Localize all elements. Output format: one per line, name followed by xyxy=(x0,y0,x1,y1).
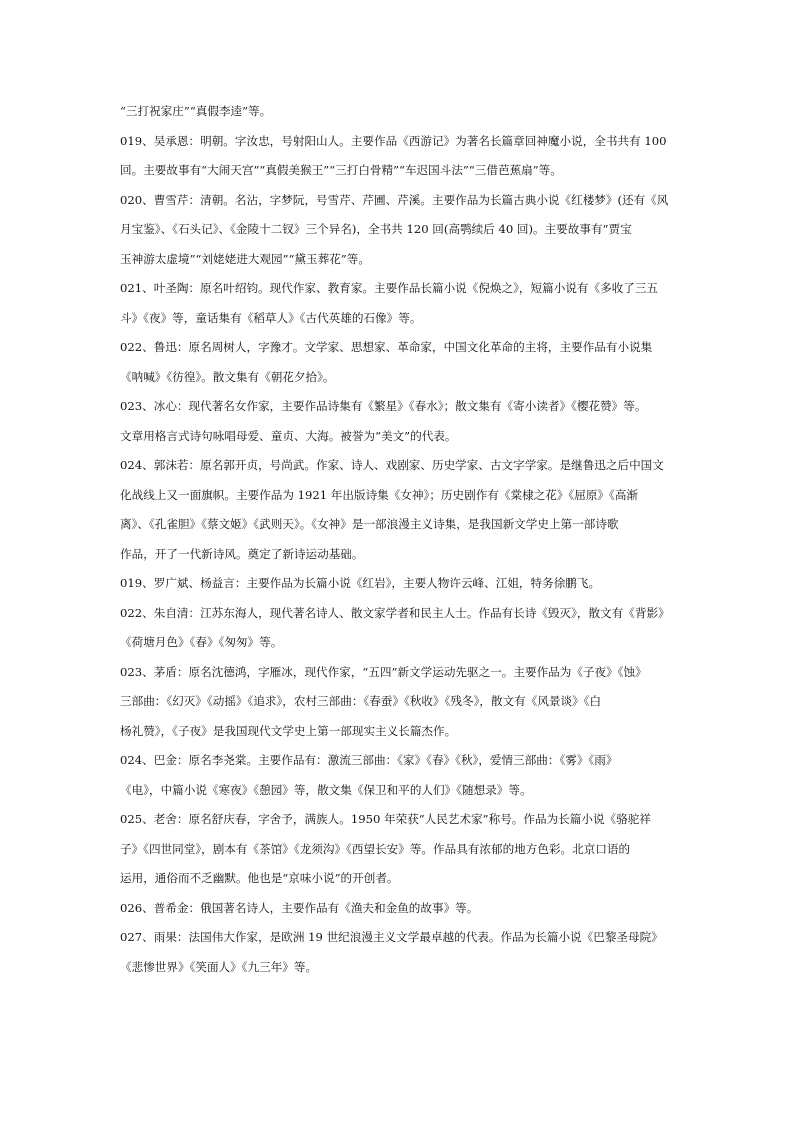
entry-hugo xyxy=(120,923,676,982)
text-line: 三部曲：《幻灭》《动摇》《追求》，农村三部曲：《春蚕》《秋收》《残冬》，散文有《风景谈》《白 xyxy=(120,694,602,708)
text-line: 斗》《夜》等，童话集有《稻草人》《古代英雄的石像》等。 xyxy=(120,310,422,325)
entry-mao-dun xyxy=(120,658,676,747)
text-line: 022、鲁迅：原名周树人，字豫才。文学家、思想家、革命家，中国文化革命的主将，主要作品有小说集 xyxy=(120,340,653,354)
text-line: 《荷塘月色》《春》《匆匆》等。 xyxy=(120,635,283,649)
entry-continuation xyxy=(120,97,676,127)
text-line: 024、郭沫若：原名郭开贞，号尚武。作家、诗人、戏剧家、历史学家、古文字学家。是继鲁迅之后中国文 xyxy=(120,458,664,472)
entry-ba-jin xyxy=(120,746,676,805)
text-line: “三打祝家庄”“真假李逵”等。 xyxy=(120,104,272,118)
text-line: 019、吴承恩：明朝。字汝忠，号射阳山人。主要作品《西游记》为著名长篇章回神魔小说，全书共有 100 xyxy=(120,133,667,148)
document-page xyxy=(120,97,676,982)
text-line: 023、茅盾：原名沈德鸿，字雁冰，现代作家，“五四”新文学运动先驱之一。主要作品为《子夜》《蚀》 xyxy=(120,664,647,679)
entry-guo-moruo xyxy=(120,451,676,569)
text-line: 回。主要故事有“大闹天宫”“真假美猴王”“三打白骨精”“车迟国斗法”“三借芭蕉扇”等。 xyxy=(120,163,562,177)
entry-lu-xun xyxy=(120,333,676,392)
text-line: 021、叶圣陶：原名叶绍钧。现代作家、教育家。主要作品长篇小说《倪焕之》，短篇小说有《多收了三五 xyxy=(120,281,659,295)
text-line: 化战线上又一面旗帜。主要作品为 1921 年出版诗集《女神》；历史剧作有《棠棣之花》《屈原》《高渐 xyxy=(120,487,639,502)
text-line: 《悲惨世界》《笑面人》《九三年》等。 xyxy=(120,959,318,974)
text-line: 《电》，中篇小说《寒夜》《憩园》等，散文集《保卫和平的人们》《随想录》等。 xyxy=(120,782,532,797)
text-line: 022、朱自清：江苏东海人，现代著名诗人、散文家学者和民主人士。作品有长诗《毁灭》，散文有《背影》 xyxy=(120,605,670,620)
text-line: 《呐喊》《彷徨》。散文集有《朝花夕拾》。 xyxy=(120,369,335,384)
entry-pushkin xyxy=(120,894,676,924)
text-line: 文章用格言式诗句咏唱母爱、童贞、大海。被誉为“美文”的代表。 xyxy=(120,428,457,443)
text-line: 019、罗广斌、杨益言：主要作品为长篇小说《红岩》，主要人物许云峰、江姐，特务徐鹏飞。 xyxy=(120,576,601,590)
text-line: 月宝鉴》、《石头记》、《金陵十二钗》三个异名)，全书共 120 回(高鹗续后 40 回)。主要故事有“贾宝 xyxy=(120,222,632,236)
text-line: 020、曹雪芹：清朝。名沾，字梦阮，号雪芹、芹圃、芹溪。主要作品为长篇古典小说《红楼梦》(还有《风 xyxy=(120,192,669,207)
text-line: 运用，通俗而不乏幽默。他也是“京味小说”的开创者。 xyxy=(120,871,399,885)
entry-ye-shengtao xyxy=(120,274,676,333)
text-line: 玉神游太虚境”“刘姥姥进大观园”“黛玉葬花”等。 xyxy=(120,251,370,266)
entry-bing-xin xyxy=(120,392,676,451)
entry-cao-xueqin xyxy=(120,186,676,275)
text-line: 027、雨果：法国伟大作家，是欧洲 19 世纪浪漫主义文学最卓越的代表。作品为长篇小说《巴黎圣母院》 xyxy=(120,930,663,944)
entry-luo-guangbin xyxy=(120,569,676,599)
text-line: 子》《四世同堂》，剧本有《茶馆》《龙须沟》《西望长安》等。作品具有浓郁的地方色彩。北京口语的 xyxy=(120,841,631,856)
entry-zhu-ziqing xyxy=(120,599,676,658)
entry-lao-she xyxy=(120,805,676,894)
text-line: 024、巴金：原名李尧棠。主要作品有：激流三部曲：《家》《春》《秋》，爱情三部曲：《雾》《雨》 xyxy=(120,753,618,767)
text-line: 025、老舍：原名舒庆春，字舍予，满族人。1950 年荣获“人民艺术家”称号。作品为长篇小说《骆驼祥 xyxy=(120,812,651,826)
text-line: 杨礼赞》，《子夜》是我国现代文学史上第一部现实主义长篇杰作。 xyxy=(120,723,457,738)
text-line: 026、普希金：俄国著名诗人，主要作品有《渔夫和金鱼的故事》等。 xyxy=(120,900,479,915)
text-line: 离》、《孔雀胆》《蔡文姬》《武则天》。《女神》是一部浪漫主义诗集，是我国新文学史上第一部诗歌 xyxy=(120,517,619,531)
text-line: 023、冰心：现代著名女作家，主要作品诗集有《繁星》《春水》；散文集有《寄小读者》《樱花赞》等。 xyxy=(120,399,647,413)
entry-wu-chengen xyxy=(120,127,676,186)
text-line: 作品，开了一代新诗风。奠定了新诗运动基础。 xyxy=(120,546,364,561)
